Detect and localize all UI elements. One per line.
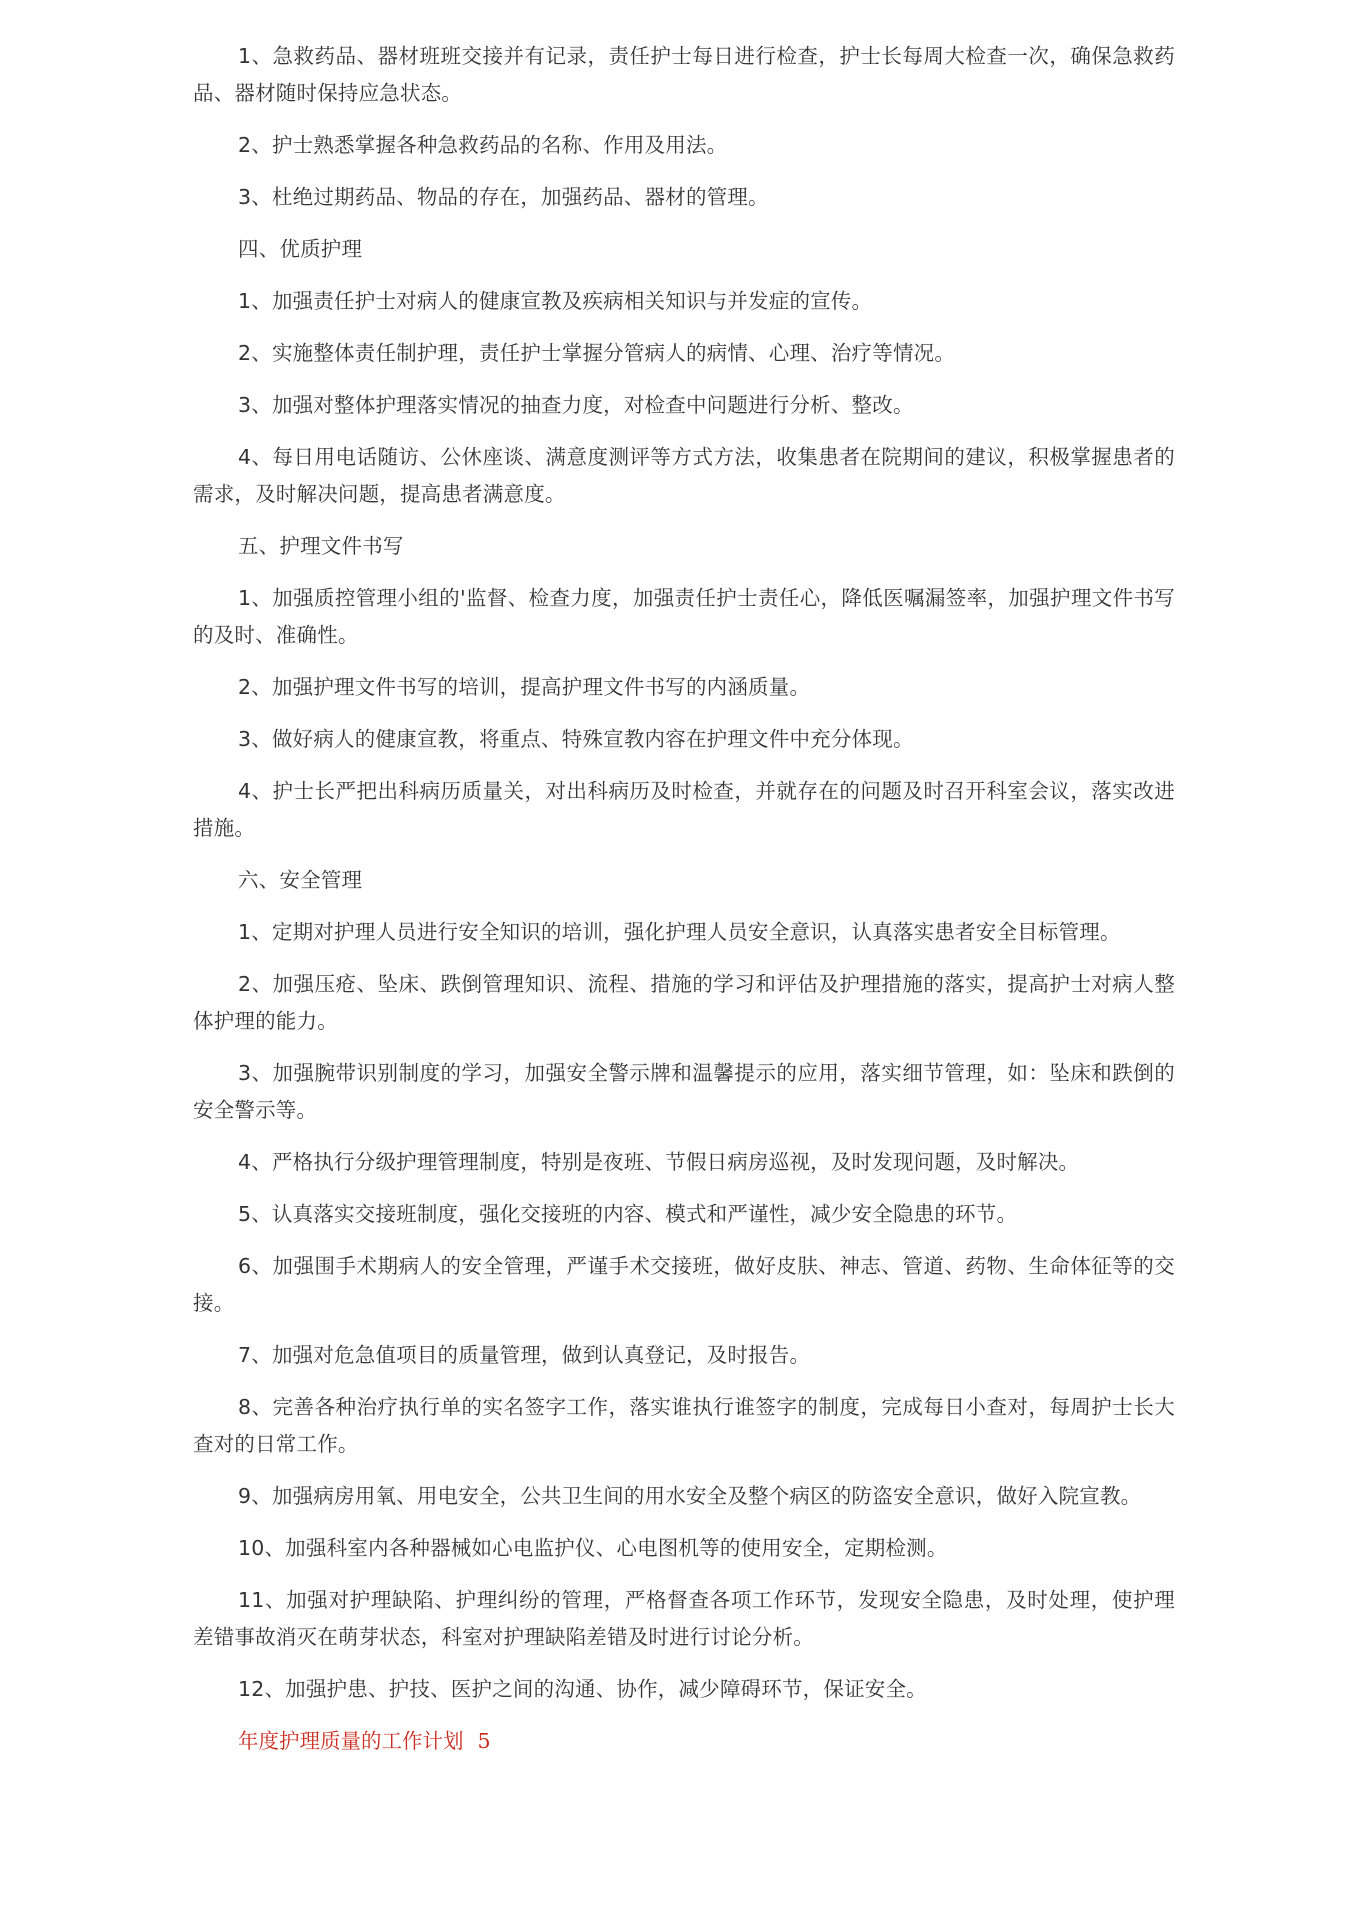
paragraph-21: 7、加强对危急值项目的质量管理，做到认真登记，及时报告。: [238, 1343, 811, 1367]
paragraph-2: 2、护士熟悉掌握各种急救药品的名称、作用及用法。: [238, 133, 728, 157]
paragraph-20: 6、加强围手术期病人的安全管理，严谨手术交接班，做好皮肤、神志、管道、药物、生命体征等的交接。: [193, 1254, 1175, 1315]
paragraph-16: 2、加强压疮、坠床、跌倒管理知识、流程、措施的学习和评估及护理措施的落实，提高护士对病人整体护理的能力。: [193, 972, 1175, 1033]
paragraph-8: 4、每日用电话随访、公休座谈、满意度测评等方式方法，收集患者在院期间的建议，积极掌握患者的需求，及时解决问题，提高患者满意度。: [193, 445, 1175, 506]
next-section-number: 5: [477, 1729, 491, 1753]
section-heading-documentation: 五、护理文件书写: [238, 534, 404, 558]
paragraph-12: 3、做好病人的健康宣教，将重点、特殊宣教内容在护理文件中充分体现。: [238, 727, 914, 751]
paragraph-18: 4、严格执行分级护理管理制度，特别是夜班、节假日病房巡视，及时发现问题，及时解决。: [238, 1150, 1080, 1174]
paragraph-17: 3、加强腕带识别制度的学习，加强安全警示牌和温馨提示的应用，落实细节管理，如：坠床和跌倒的安全警示等。: [193, 1061, 1175, 1122]
section-heading-safety: 六、安全管理: [238, 868, 363, 892]
paragraph-25: 11、加强对护理缺陷、护理纠纷的管理，严格督查各项工作环节，发现安全隐患，及时处理，使护理差错事故消灭在萌芽状态，科室对护理缺陷差错及时进行讨论分析。: [193, 1588, 1175, 1649]
paragraph-23: 9、加强病房用氧、用电安全，公共卫生间的用水安全及整个病区的防盗安全意识，做好入院宣教。: [238, 1484, 1142, 1508]
paragraph-5: 1、加强责任护士对病人的健康宣教及疾病相关知识与并发症的宣传。: [238, 289, 873, 313]
paragraph-11: 2、加强护理文件书写的培训，提高护理文件书写的内涵质量。: [238, 675, 811, 699]
paragraph-3: 3、杜绝过期药品、物品的存在，加强药品、器材的管理。: [238, 185, 769, 209]
paragraph-24: 10、加强科室内各种器械如心电监护仪、心电图机等的使用安全，定期检测。: [238, 1536, 948, 1560]
paragraph-19: 5、认真落实交接班制度，强化交接班的内容、模式和严谨性，减少安全隐患的环节。: [238, 1202, 1018, 1226]
paragraph-7: 3、加强对整体护理落实情况的抽查力度，对检查中问题进行分析、整改。: [238, 393, 914, 417]
next-section-title-text: 年度护理质量的工作计划: [238, 1729, 464, 1753]
next-section-title: [193, 1723, 1175, 1760]
document-body: [193, 38, 1175, 1760]
paragraph-22: 8、完善各种治疗执行单的实名签字工作，落实谁执行谁签字的制度，完成每日小查对，每周护士长大查对的日常工作。: [193, 1395, 1175, 1456]
paragraph-26: 12、加强护患、护技、医护之间的沟通、协作，减少障碍环节，保证安全。: [238, 1677, 927, 1701]
section-heading-quality-care: 四、优质护理: [238, 237, 363, 261]
paragraph-13: 4、护士长严把出科病历质量关，对出科病历及时检查，并就存在的问题及时召开科室会议，落实改进措施。: [193, 779, 1175, 840]
paragraph-6: 2、实施整体责任制护理，责任护士掌握分管病人的病情、心理、治疗等情况。: [238, 341, 956, 365]
paragraph-15: 1、定期对护理人员进行安全知识的培训，强化护理人员安全意识，认真落实患者安全目标管理。: [238, 920, 1121, 944]
paragraph-10: 1、加强质控管理小组的'监督、检查力度，加强责任护士责任心，降低医嘱漏签率，加强护理文件书写的及时、准确性。: [193, 586, 1175, 647]
paragraph-1: 1、急救药品、器材班班交接并有记录，责任护士每日进行检查，护士长每周大检查一次，确保急救药品、器材随时保持应急状态。: [193, 44, 1175, 105]
